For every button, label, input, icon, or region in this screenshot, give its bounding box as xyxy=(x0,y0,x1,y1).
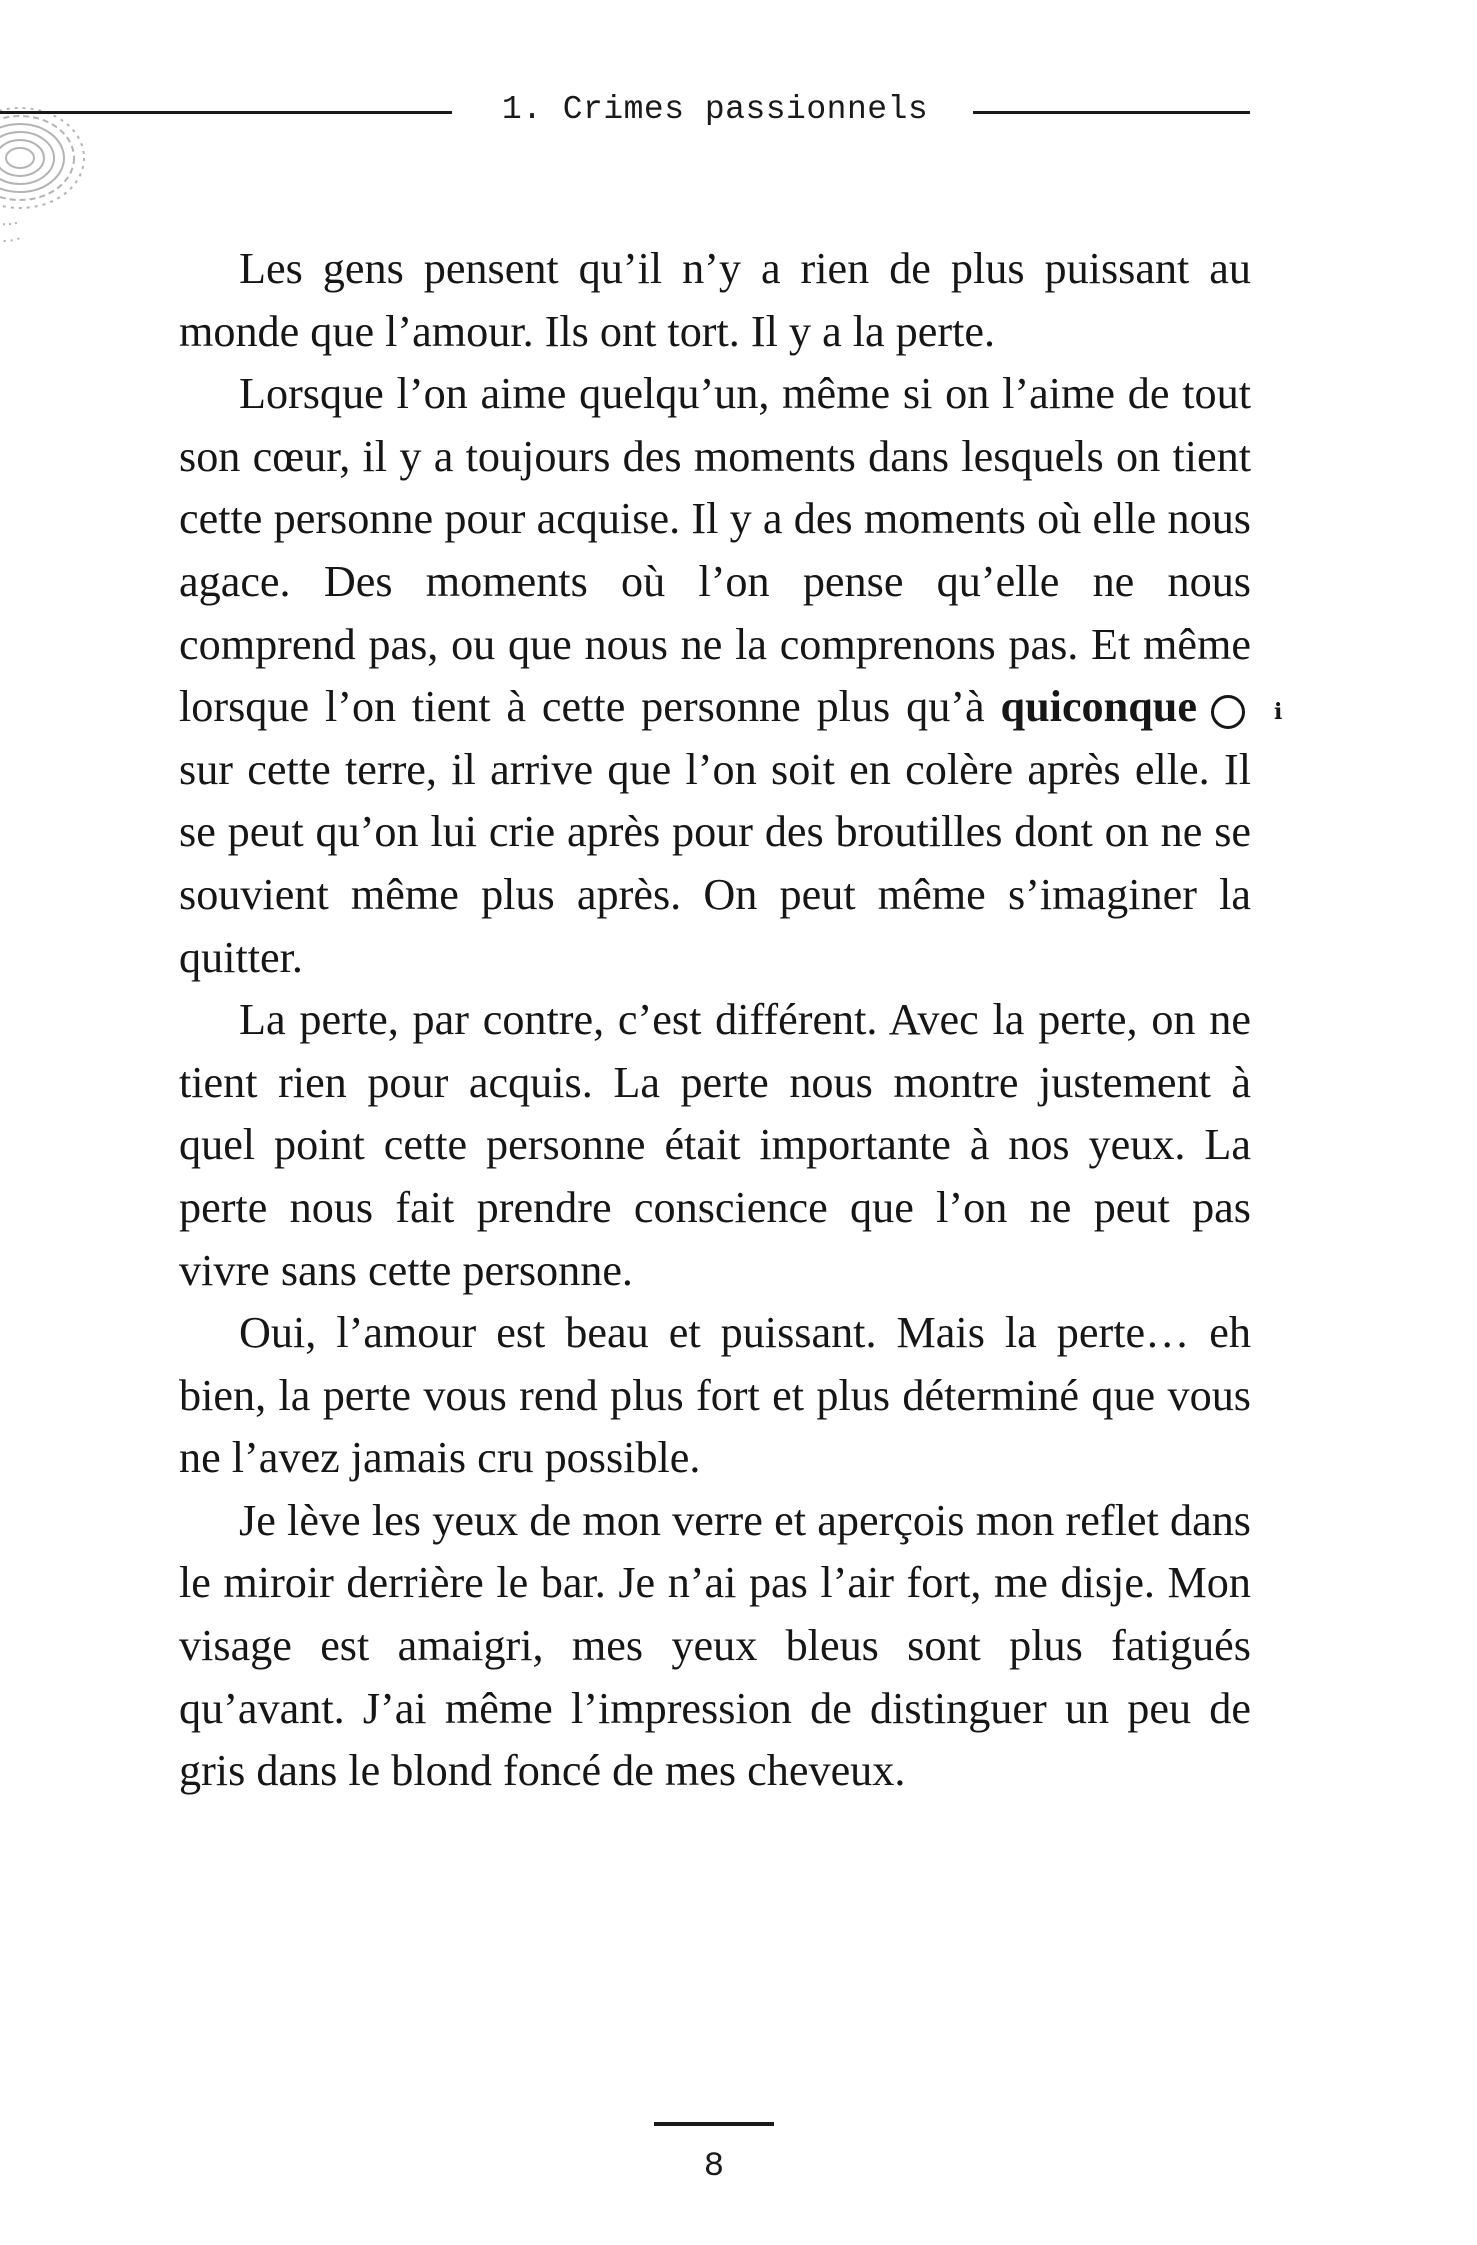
page-number: 8 xyxy=(703,2148,725,2186)
paragraph-2-start: Lorsque l’on aime quelqu’un, même si on l’aime de tout son cœur, il y a toujours des moments dans lesquels on tient cette personne pour acquise. Il y a des moments où elle nous agace. Des moments où l’on pense qu’elle ne nous comprend pas, ou que nous ne la comprenons pas. Et même lorsque l’on tient à cette personne plus qu’à xyxy=(179,369,1251,732)
paragraph-3: La perte, par contre, c’est différent. Avec la perte, on ne tient rien pour acquis. La perte nous montre justement à quel point cette personne était importante à nos yeux. La perte nous fait prendre conscience que l’on ne peut pas vivre sans cette personne. xyxy=(179,995,1251,1295)
chapter-title: 1. Crimes passionnels xyxy=(501,91,929,128)
header-rule-right xyxy=(973,111,1250,114)
header-rule-left xyxy=(0,111,452,114)
paragraph-2-end: sur cette terre, il arrive que l’on soit en colère après elle. Il se peut qu’on lui crie après pour des broutilles dont on ne se souvient même plus après. On peut même s’imaginer la quitter. xyxy=(179,744,1251,982)
body-text xyxy=(179,238,1283,1803)
footer-rule xyxy=(654,2122,774,2126)
glossary-term-quiconque[interactable]: quiconque xyxy=(1000,682,1197,732)
info-icon[interactable]: i xyxy=(1211,695,1245,729)
paragraph-5: Je lève les yeux de mon verre et aperçois mon reflet dans le miroir derrière le bar. Je n’ai pas l’air fort, me disje. Mon visage est amaigri, mes yeux bleus sont plus fatigués qu’avant. J’ai même l’impression de distinguer un peu de gris dans le blond foncé de mes cheveux. xyxy=(179,1495,1251,1796)
paragraph-4: Oui, l’amour est beau et puissant. Mais la perte… eh bien, la perte vous rend plus fort et plus déterminé que vous ne l’avez jamais cru possible. xyxy=(179,1308,1251,1483)
running-header xyxy=(0,88,1477,138)
paragraph-2 xyxy=(179,363,1283,989)
paragraph-1: Les gens pensent qu’il n’y a rien de plus puissant au monde que l’amour. Ils ont tort. Il y a la perte. xyxy=(179,244,1251,356)
